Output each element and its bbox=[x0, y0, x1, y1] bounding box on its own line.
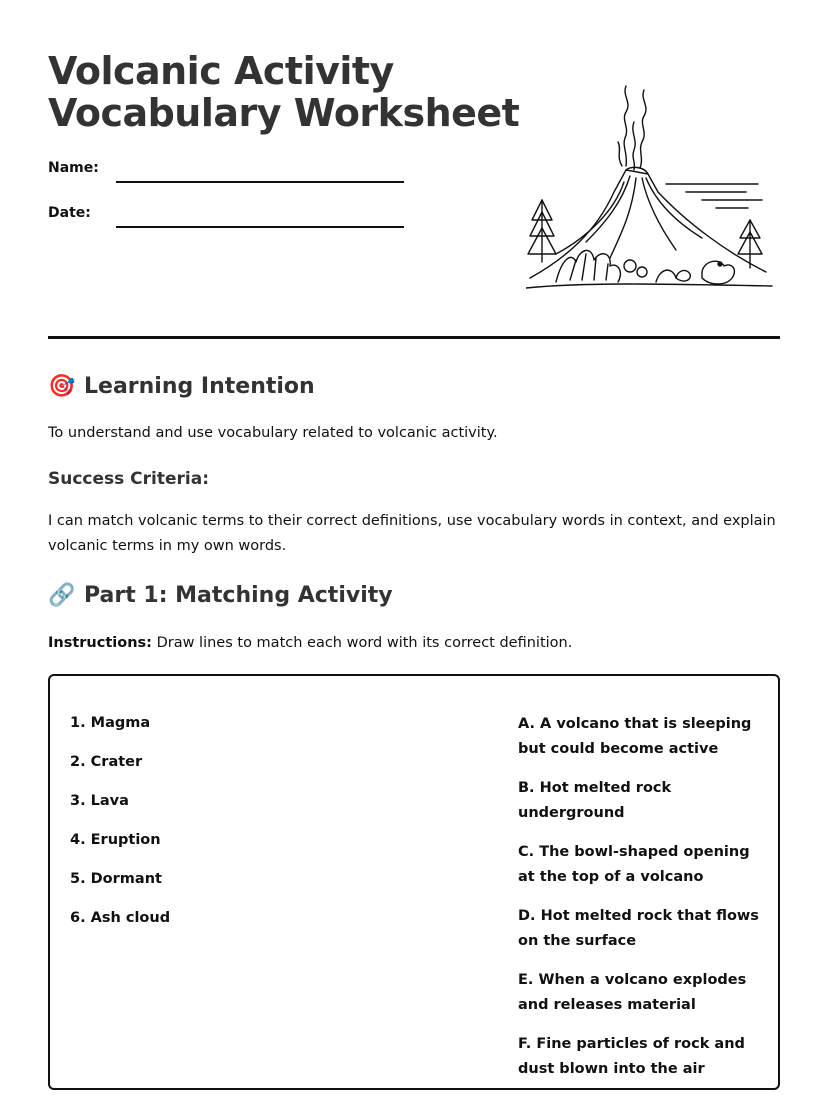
term-item[interactable]: 3. Lava bbox=[70, 793, 129, 809]
worksheet-page bbox=[48, 0, 780, 1077]
success-criteria-heading: Success Criteria: bbox=[48, 469, 210, 489]
definition-item[interactable]: A. A volcano that is sleeping but could become active bbox=[518, 716, 752, 757]
volcano-illustration bbox=[526, 82, 774, 296]
part1-title: Part 1: Matching Activity bbox=[84, 583, 393, 608]
definition-item[interactable]: E. When a volcano explodes and releases material bbox=[518, 972, 747, 1013]
learning-intention-text: To understand and use vocabulary related to volcanic activity. bbox=[48, 425, 498, 441]
definition-item[interactable]: F. Fine particles of rock and dust blown into the air bbox=[518, 1036, 745, 1077]
name-field[interactable] bbox=[116, 181, 404, 183]
target-icon: 🎯 bbox=[48, 374, 76, 399]
instructions-text: Draw lines to match each word with its correct definition. bbox=[151, 635, 573, 651]
learning-intention-title: Learning Intention bbox=[84, 374, 315, 399]
term-item[interactable]: 6. Ash cloud bbox=[70, 910, 171, 926]
term-item[interactable]: 4. Eruption bbox=[70, 832, 161, 848]
link-icon: 🔗 bbox=[48, 583, 76, 608]
page-title bbox=[48, 50, 519, 134]
title-line-1: Volcanic Activity bbox=[48, 49, 394, 93]
definition-item[interactable]: C. The bowl-shaped opening at the top of a volcano bbox=[518, 844, 750, 885]
name-label: Name: bbox=[48, 160, 99, 176]
definition-item[interactable]: B. Hot melted rock underground bbox=[518, 780, 672, 821]
success-criteria-text: I can match volcanic terms to their correct definitions, use vocabulary words in context, and explain volcanic terms in my own words. bbox=[48, 513, 776, 554]
matching-box bbox=[48, 674, 780, 1090]
part1-instructions bbox=[48, 631, 780, 656]
instructions-label: Instructions: bbox=[48, 635, 152, 651]
part1-heading bbox=[48, 583, 393, 608]
worksheet-header bbox=[48, 0, 780, 340]
learning-intention-heading bbox=[48, 374, 315, 399]
term-item[interactable]: 5. Dormant bbox=[70, 871, 162, 887]
definitions-list bbox=[518, 712, 768, 1096]
date-label: Date: bbox=[48, 205, 91, 221]
date-field[interactable] bbox=[116, 226, 404, 228]
term-item[interactable]: 2. Crater bbox=[70, 754, 143, 770]
definition-item[interactable]: D. Hot melted rock that flows on the surface bbox=[518, 908, 759, 949]
terms-list bbox=[70, 712, 470, 946]
header-divider bbox=[48, 336, 780, 339]
term-item[interactable]: 1. Magma bbox=[70, 715, 151, 731]
title-line-2: Vocabulary Worksheet bbox=[48, 91, 520, 135]
